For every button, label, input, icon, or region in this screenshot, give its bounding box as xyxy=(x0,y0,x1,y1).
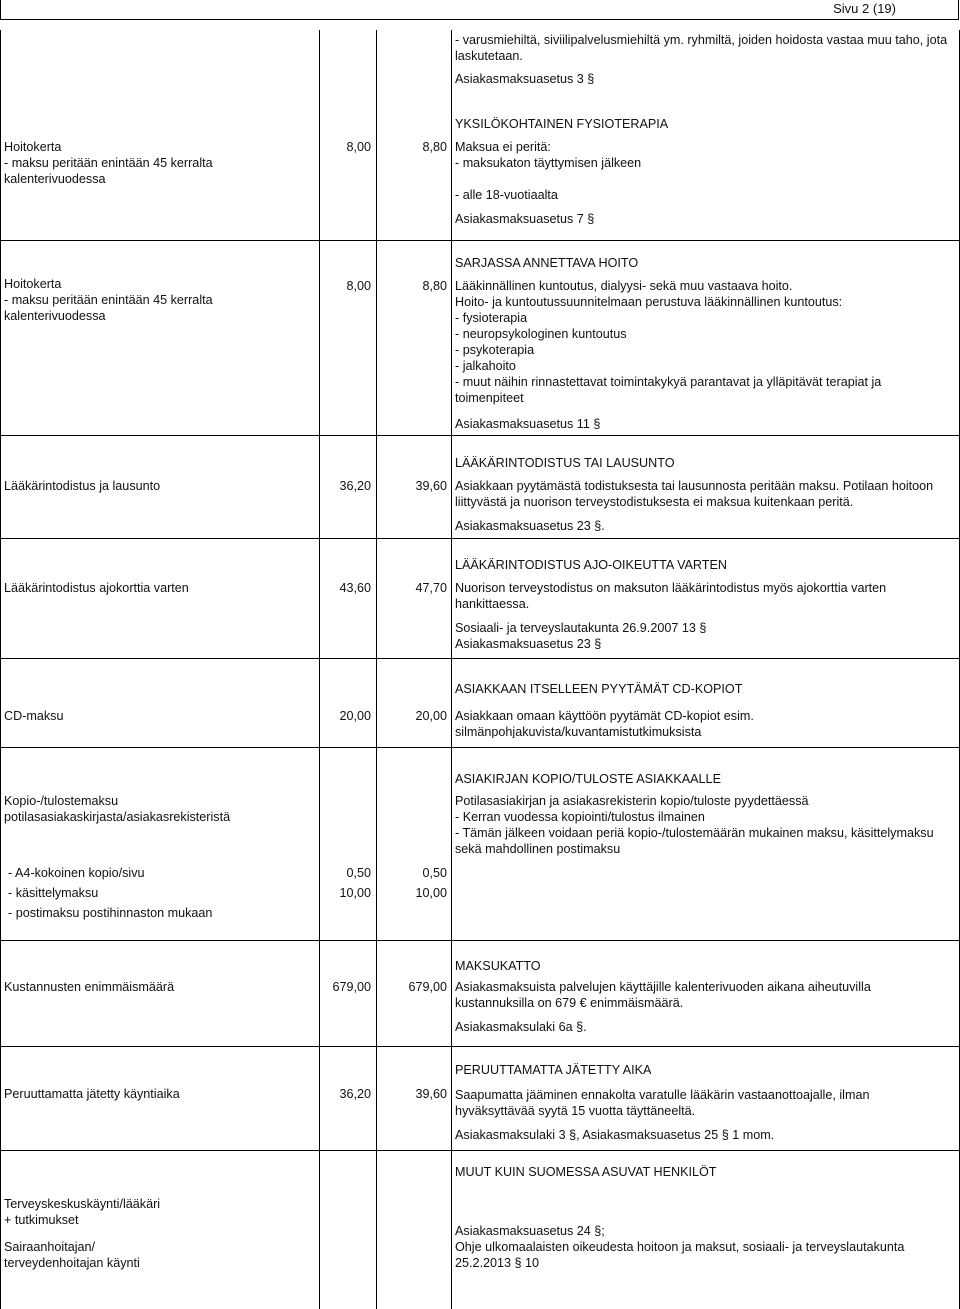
description-spacer xyxy=(455,1011,955,1019)
description-line: - fysioterapia xyxy=(455,311,528,325)
row-divider xyxy=(1,1046,959,1047)
description-line: Potilasasiakirjan ja asiakasrekisterin kopio/tuloste pyydettäessä xyxy=(455,794,809,808)
sub-item-label: - A4-kokoinen kopio/sivu xyxy=(8,866,145,880)
description-spacer xyxy=(455,612,955,620)
sub-price-old: 0,50 xyxy=(346,866,371,880)
price-old: 679,00 xyxy=(332,980,371,994)
reference-line: Ohje ulkomaalaisten oikeudesta hoitoon ja maksut, sosiaali- ja terveyslautakunta xyxy=(455,1240,905,1254)
description-spacer xyxy=(455,406,955,416)
page-number: Sivu 2 (19) xyxy=(833,1,896,16)
row-description xyxy=(455,557,955,652)
price-new: 39,60 xyxy=(415,479,447,493)
row-label: Terveyskeskuskäynti/lääkäri xyxy=(4,1197,161,1211)
sub-item-label: - käsittelymaksu xyxy=(8,886,99,900)
description-line: liittyvästä ja nuorison terveystodistuksesta ei maksua kuitenkaan peritä. xyxy=(455,495,854,509)
section-heading: LÄÄKÄRINTODISTUS TAI LAUSUNTO xyxy=(455,456,675,470)
description-line: Hoito- ja kuntoutussuunnitelmaan perustuva lääkinnällinen kuntoutus: xyxy=(455,295,843,309)
row-description xyxy=(455,771,955,857)
row-description xyxy=(455,455,955,534)
row-label: + tutkimukset xyxy=(4,1213,79,1227)
section-heading: MAKSUKATTO xyxy=(455,959,541,973)
row-divider xyxy=(1,240,959,241)
description-line: - neuropsykologinen kuntoutus xyxy=(455,327,627,341)
column-divider xyxy=(451,30,452,1309)
row-divider xyxy=(1,538,959,539)
row-divider xyxy=(1,747,959,748)
price-new: 47,70 xyxy=(415,581,447,595)
top-text-line: laskutetaan. xyxy=(455,49,523,63)
top-continuation xyxy=(455,32,955,87)
section-heading: PERUUTTAMATTA JÄTETTY AIKA xyxy=(455,1063,652,1077)
row-divider xyxy=(1,658,959,659)
section-heading: SARJASSA ANNETTAVA HOITO xyxy=(455,256,639,270)
description-line: - maksukaton täyttymisen jälkeen xyxy=(455,156,642,170)
price-old: 43,60 xyxy=(339,581,371,595)
row-label: Hoitokerta xyxy=(4,140,62,154)
description-line: toimenpiteet xyxy=(455,391,524,405)
reference-line: Asiakasmaksulaki 6a §. xyxy=(455,1020,587,1034)
description-spacer xyxy=(455,171,955,187)
row-label: - maksu peritään enintään 45 kerralta xyxy=(4,156,213,170)
price-old: 36,20 xyxy=(339,479,371,493)
top-reference: Asiakasmaksuasetus 3 § xyxy=(455,72,595,86)
reference-line: Asiakasmaksuasetus 7 § xyxy=(455,212,595,226)
description-line: - jalkahoito xyxy=(455,359,516,373)
section-heading: YKSILÖKOHTAINEN FYSIOTERAPIA xyxy=(455,117,669,131)
section-heading: ASIAKIRJAN KOPIO/TULOSTE ASIAKKAALLE xyxy=(455,772,721,786)
section-heading: LÄÄKÄRINTODISTUS AJO-OIKEUTTA VARTEN xyxy=(455,558,727,572)
row-divider xyxy=(1,940,959,941)
column-divider xyxy=(376,30,377,1309)
description-line: Asiakkaan pyytämästä todistuksesta tai lausunnosta peritään maksu. Potilaan hoitoon xyxy=(455,479,934,493)
description-line: - Tämän jälkeen voidaan periä kopio-/tulostemäärän mukainen maksu, käsittelymaksu xyxy=(455,826,934,840)
page-header-frame xyxy=(0,0,959,20)
description-line: Saapumatta jääminen ennakolta varatulle lääkärin vastaanottoajalle, ilman xyxy=(455,1088,870,1102)
description-spacer xyxy=(455,203,955,211)
reference-line: 25.2.2013 § 10 xyxy=(455,1256,540,1270)
row-label: kalenterivuodessa xyxy=(4,172,106,186)
section-heading: ASIAKKAAN ITSELLEEN PYYTÄMÄT CD-KOPIOT xyxy=(455,682,743,696)
description-line: Asiakkaan omaan käyttöön pyytämät CD-kopiot esim. xyxy=(455,709,754,723)
sub-price-new: 10,00 xyxy=(415,886,447,900)
reference-line: Asiakasmaksulaki 3 §, Asiakasmaksuasetus 25 § 1 mom. xyxy=(455,1128,775,1142)
row-divider xyxy=(1,1150,959,1151)
price-old: 36,20 xyxy=(339,1087,371,1101)
description-line: Lääkinnällinen kuntoutus, dialyysi- sekä muu vastaava hoito. xyxy=(455,279,793,293)
row-label: terveydenhoitajan käynti xyxy=(4,1256,140,1270)
price-old: 8,00 xyxy=(346,140,371,154)
row-description xyxy=(455,958,955,1035)
sub-item-label: - postimaksu postihinnaston mukaan xyxy=(8,906,213,920)
sub-price-new: 0,50 xyxy=(422,866,447,880)
description-line: - Kerran vuodessa kopiointi/tulostus ilmainen xyxy=(455,810,705,824)
description-line: kustannuksilla on 679 € enimmäismäärä. xyxy=(455,996,684,1010)
price-new: 679,00 xyxy=(408,980,447,994)
row-label: Lääkärintodistus ajokorttia varten xyxy=(4,581,189,595)
description-line: Nuorison terveystodistus on maksuton lääkärintodistus myös ajokorttia varten xyxy=(455,581,887,595)
description-line: - psykoterapia xyxy=(455,343,535,357)
reference-line: Asiakasmaksuasetus 23 § xyxy=(455,637,602,651)
row-label: Kustannusten enimmäismäärä xyxy=(4,980,175,994)
price-old: 20,00 xyxy=(339,709,371,723)
price-new: 8,80 xyxy=(422,279,447,293)
section-heading: MUUT KUIN SUOMESSA ASUVAT HENKILÖT xyxy=(455,1165,717,1179)
reference-line: Sosiaali- ja terveyslautakunta 26.9.2007 13 § xyxy=(455,621,707,635)
column-divider xyxy=(319,30,320,1309)
description-line: Asiakasmaksuista palvelujen käyttäjille kalenterivuoden aikana aiheutuvilla xyxy=(455,980,871,994)
reference-line: Asiakasmaksuasetus 24 §; xyxy=(455,1224,605,1238)
description-spacer xyxy=(455,1119,955,1127)
description-line: sekä mahdollinen postimaksu xyxy=(455,842,621,856)
reference-line: Asiakasmaksuasetus 11 § xyxy=(455,417,601,431)
row-description xyxy=(455,1062,955,1143)
row-label: Sairaanhoitajan/ xyxy=(4,1240,96,1254)
row-label: Kopio-/tulostemaksu xyxy=(4,794,119,808)
row-label: - maksu peritään enintään 45 kerralta xyxy=(4,293,213,307)
sub-price-old: 10,00 xyxy=(339,886,371,900)
row-description xyxy=(455,255,955,432)
price-new: 39,60 xyxy=(415,1087,447,1101)
row-label: Hoitokerta xyxy=(4,277,62,291)
description-line: hyväksyttävää syytä 15 vuotta täyttäneeltä. xyxy=(455,1104,696,1118)
description-line: hankittaessa. xyxy=(455,597,530,611)
description-line: Maksua ei peritä: xyxy=(455,140,551,154)
price-new: 20,00 xyxy=(415,709,447,723)
description-line: - muut näihin rinnastettavat toimintakykyä parantavat ja ylläpitävät terapiat ja xyxy=(455,375,882,389)
row-label: Lääkärintodistus ja lausunto xyxy=(4,479,161,493)
price-old: 8,00 xyxy=(346,279,371,293)
description-line: - alle 18-vuotiaalta xyxy=(455,188,558,202)
description-spacer xyxy=(455,510,955,518)
fee-table xyxy=(0,30,960,1309)
row-description xyxy=(455,116,955,227)
row-label: CD-maksu xyxy=(4,709,64,723)
row-label: potilasasiakaskirjasta/asiakasrekisteristä xyxy=(4,810,231,824)
row-divider xyxy=(1,435,959,436)
row-description xyxy=(455,1164,955,1271)
row-label: Peruuttamatta jätetty käyntiaika xyxy=(4,1087,180,1101)
top-text-line: - varusmiehiltä, siviilipalvelusmiehiltä ym. ryhmiltä, joiden hoidosta vastaa muu taho, jota xyxy=(455,33,948,47)
description-line: silmänpohjakuvista/kuvantamistutkimuksista xyxy=(455,725,702,738)
price-new: 8,80 xyxy=(422,140,447,154)
row-label: kalenterivuodessa xyxy=(4,309,106,323)
row-description xyxy=(455,681,955,738)
reference-line: Asiakasmaksuasetus 23 §. xyxy=(455,519,605,533)
